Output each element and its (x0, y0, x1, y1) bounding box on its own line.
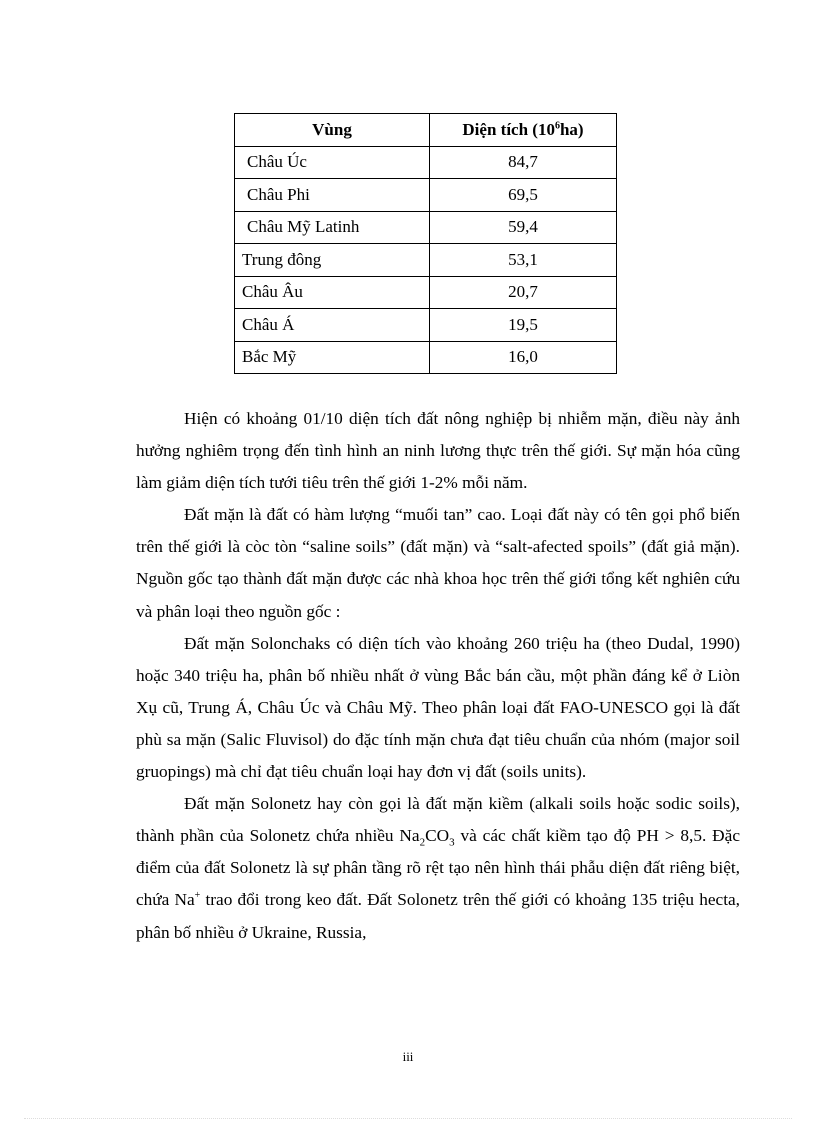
area-cell: 59,4 (430, 211, 617, 244)
table-header-row (235, 114, 617, 147)
region-cell: Châu Âu (235, 276, 430, 309)
p4-text: CO (425, 826, 450, 846)
p4-text: trao đổi trong keo đất. Đất Solonetz trên thế giới có khoảng 135 triệu hecta, phân bố nhiều ở Ukraine, Russia, (136, 890, 740, 942)
area-cell: 16,0 (430, 341, 617, 374)
saline-area-table (234, 113, 617, 374)
area-cell: 19,5 (430, 309, 617, 342)
header-region: Vùng (235, 114, 430, 147)
p4-text: Đất mặn Solonetz hay còn gọi là đất mặn kiềm (alkali soils hoặc sodic soils), thành phần của Solonetz chứa nhiều Na (136, 794, 740, 846)
table-row (235, 211, 617, 244)
area-cell: 84,7 (430, 146, 617, 179)
paragraph: Đất mặn là đất có hàm lượng “muối tan” cao. Loại đất này có tên gọi phổ biến trên thế giới là còc tòn “saline soils” (đất mặn) và “salt-afected spoils” (đất giả mặn). Nguồn gốc tạo thành đất mặn được các nhà khoa học trên thế giới tổng kết nghiên cứu và phân loại theo nguồn gốc : (136, 505, 740, 621)
table-row (235, 146, 617, 179)
page-bottom-divider (24, 1118, 792, 1119)
table-row (235, 179, 617, 212)
table-row (235, 309, 617, 342)
subscript: 3 (449, 836, 455, 849)
table-row (235, 276, 617, 309)
subscript: 2 (419, 836, 426, 849)
body-text (136, 403, 740, 949)
region-cell: Châu Úc (235, 146, 430, 179)
area-cell: 53,1 (430, 244, 617, 277)
region-cell: Châu Á (235, 309, 430, 342)
area-cell: 20,7 (430, 276, 617, 309)
area-cell: 69,5 (430, 179, 617, 212)
paragraph (136, 788, 740, 948)
paragraph: Hiện có khoảng 01/10 diện tích đất nông nghiệp bị nhiễm mặn, điều này ảnh hưởng nghiêm trọng đến tình hình an ninh lương thực trên thế giới. Sự mặn hóa cũng làm giảm diện tích tưới tiêu trên thế giới 1-2% mỗi năm. (136, 409, 740, 493)
header-area-exponent: 6 (554, 120, 560, 132)
region-cell: Châu Phi (235, 179, 430, 212)
page-number: iii (402, 1049, 414, 1064)
region-cell: Châu Mỹ Latinh (235, 211, 430, 244)
p4-text: và các chất kiềm tạo độ PH > 8,5. Đặc điểm của đất Solonetz là sự phân tầng rõ rệt tạo nên hình thái phẫu diện đất riêng biệt, chứa Na (136, 826, 740, 910)
paragraph: Đất mặn Solonchaks có diện tích vào khoảng 260 triệu ha (theo Dudal, 1990) hoặc 340 triệu ha, phân bố nhiều nhất ở vùng Bắc bán cầu, một phần đáng kể ở Liòn Xụ cũ, Trung Á, Châu Úc và Châu Mỹ. Theo phân loại đất FAO-UNESCO gọi là đất phù sa mặn (Salic Fluvisol) do đặc tính mặn chưa đạt tiêu chuẩn của nhóm (major soil gruopings) mà chỉ đạt tiêu chuẩn loại hay đơn vị đất (soils units). (136, 633, 740, 782)
header-area (430, 114, 617, 147)
header-area-prefix: Diện tích (10 (462, 119, 555, 139)
header-area-suffix: ha) (559, 119, 584, 139)
table-row (235, 341, 617, 374)
region-cell: Trung đông (235, 244, 430, 277)
superscript: + (194, 890, 201, 902)
table-row (235, 244, 617, 277)
region-cell: Bắc Mỹ (235, 341, 430, 374)
